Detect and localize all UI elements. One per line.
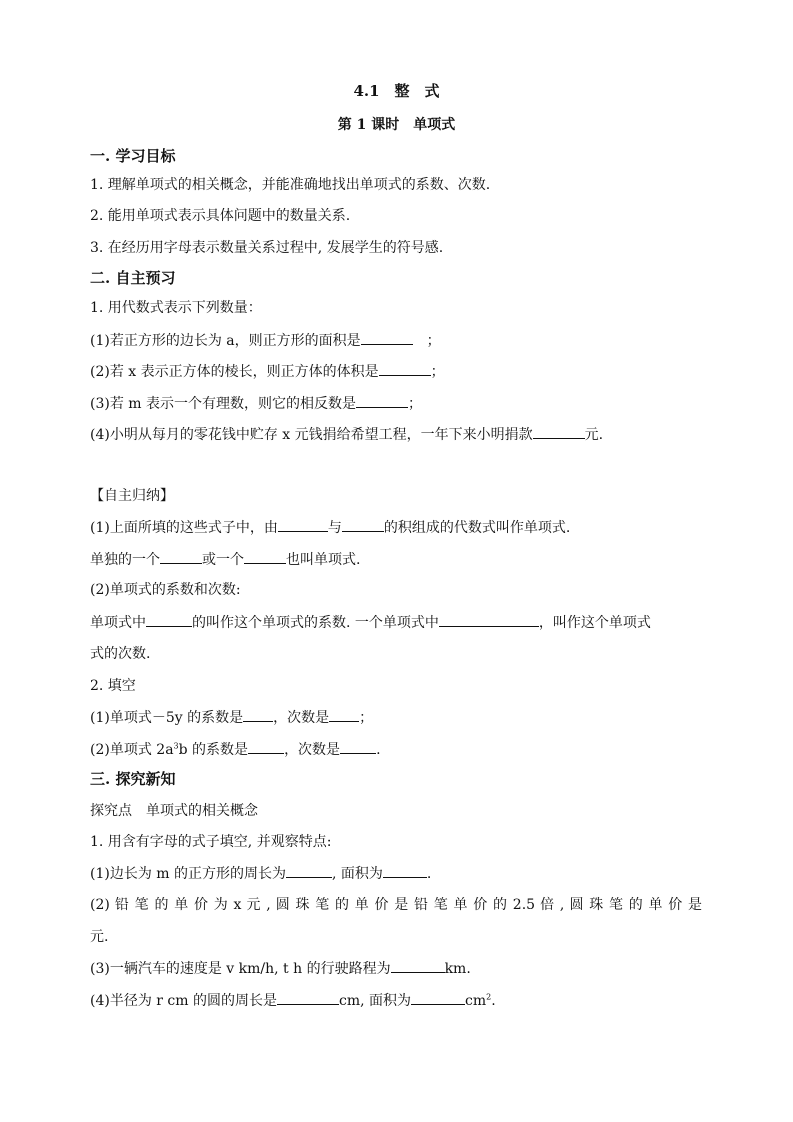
q-text: (1)单项式－5y 的系数是 [90, 710, 244, 726]
preview-q2-1 [90, 707, 373, 728]
q-text: (1)边长为 m 的正方形的周长为 [90, 866, 287, 882]
explore-q1-2-line1: (2) 铅 笔 的 单 价 为 x 元 , 圆 珠 笔 的 单 价 是 铅 笔 单 价 的 2.5 倍 , 圆 珠 笔 的 单 价 是 [90, 897, 702, 913]
summary-line-5: 式的次数. [90, 646, 151, 662]
answer-blank[interactable] [356, 393, 408, 408]
q-text: 也叫单项式. [286, 552, 361, 568]
answer-blank[interactable] [391, 958, 445, 973]
explore-q1-3 [90, 958, 471, 979]
q-text: cm, 面积为 [339, 993, 412, 1009]
q-text: ，次数是 [284, 742, 341, 758]
q-text: 单独的一个 [90, 552, 160, 568]
q-text: (2)单项式 2a [90, 742, 174, 758]
answer-blank[interactable] [248, 739, 284, 754]
answer-blank[interactable] [383, 863, 427, 878]
q-text: ； [359, 710, 374, 726]
q-text: ； [412, 333, 441, 349]
explore-q1-intro: 1. 用含有字母的式子填空, 并观察特点: [90, 834, 332, 850]
q-text: (1)若正方形的边长为 a，则正方形的面积是 [90, 333, 361, 349]
answer-blank[interactable] [329, 707, 359, 722]
section-heading-preview: 二. 自主预习 [90, 269, 176, 287]
goal-item-2: 2. 能用单项式表示具体问题中的数量关系. [90, 208, 351, 224]
q-text: , 面积为 [332, 866, 383, 882]
summary-heading: 【自主归纳】 [90, 488, 174, 504]
summary-line-2 [90, 549, 360, 570]
explore-q1-2-line2: 元. [90, 929, 109, 945]
preview-q2-2 [90, 739, 381, 760]
answer-blank[interactable] [160, 549, 202, 564]
lesson-subtitle: 第 1 课时 单项式 [337, 117, 456, 133]
q-text: b 的系数是 [178, 742, 249, 758]
answer-blank[interactable] [146, 612, 192, 627]
page-title: 4.1 整 式 [353, 82, 440, 100]
answer-blank[interactable] [379, 361, 431, 376]
q-text: (1)上面所填的这些式子中，由 [90, 520, 278, 536]
answer-blank[interactable] [277, 990, 339, 1005]
q-text: 与 [327, 520, 342, 536]
q-text: cm [465, 993, 487, 1009]
q-text: (3)若 m 表示一个有理数，则它的相反数是 [90, 396, 357, 412]
answer-blank[interactable] [286, 863, 332, 878]
preview-q1-4 [90, 424, 603, 445]
goal-item-1: 1. 理解单项式的相关概念，并能准确地找出单项式的系数、次数. [90, 177, 491, 193]
preview-q1-2 [90, 361, 445, 382]
preview-q1-intro: 1. 用代数式表示下列数量： [90, 300, 262, 316]
answer-blank[interactable] [340, 739, 376, 754]
q-text: (2)若 x 表示正方体的棱长，则正方体的体积是 [90, 364, 379, 380]
summary-line-3: (2)单项式的系数和次数: [90, 582, 241, 598]
q-text: . [376, 742, 381, 758]
q-text: ，叫作这个单项式 [538, 615, 651, 631]
preview-q1-3 [90, 393, 422, 414]
q-text: 的叫作这个单项式的系数. 一个单项式中 [192, 615, 439, 631]
q-text: ； [430, 364, 445, 380]
explore-q1-4 [90, 990, 496, 1011]
explore-q1-1 [90, 863, 431, 884]
q-text: 元. [584, 427, 604, 443]
q-text: ，次数是 [273, 710, 330, 726]
q-text: . [426, 866, 432, 882]
q-text: 或一个 [202, 552, 244, 568]
goal-item-3: 3. 在经历用字母表示数量关系过程中, 发展学生的符号感. [90, 240, 444, 256]
section-heading-goals: 一. 学习目标 [90, 147, 176, 165]
answer-blank[interactable] [243, 707, 273, 722]
answer-blank[interactable] [361, 330, 413, 345]
preview-q2-intro: 2. 填空 [90, 678, 136, 694]
answer-blank[interactable] [342, 517, 384, 532]
q-text: . [491, 993, 496, 1009]
answer-blank[interactable] [244, 549, 286, 564]
answer-blank[interactable] [533, 424, 585, 439]
summary-line-4 [90, 612, 651, 633]
q-text: 单项式中 [90, 615, 146, 631]
answer-blank[interactable] [278, 517, 328, 532]
q-text: km. [444, 961, 471, 977]
preview-q1-1 [90, 330, 441, 351]
summary-line-1 [90, 517, 570, 538]
exponent: 3 [173, 741, 179, 751]
answer-blank[interactable] [411, 990, 465, 1005]
section-heading-explore: 三. 探究新知 [90, 770, 176, 788]
q-text: (3)一辆汽车的速度是 v km/h, t h 的行驶路程为 [90, 961, 391, 977]
q-text: 的积组成的代数式叫作单项式. [383, 520, 571, 536]
q-text: ； [408, 396, 423, 412]
answer-blank[interactable] [439, 612, 539, 627]
q-text: (4)小明从每月的零花钱中贮存 x 元钱捐给希望工程，一年下来小明捐款 [90, 427, 533, 443]
explore-point: 探究点 单项式的相关概念 [90, 803, 258, 819]
q-text: (4)半径为 r cm 的圆的周长是 [90, 993, 277, 1009]
exponent: 2 [486, 992, 492, 1002]
